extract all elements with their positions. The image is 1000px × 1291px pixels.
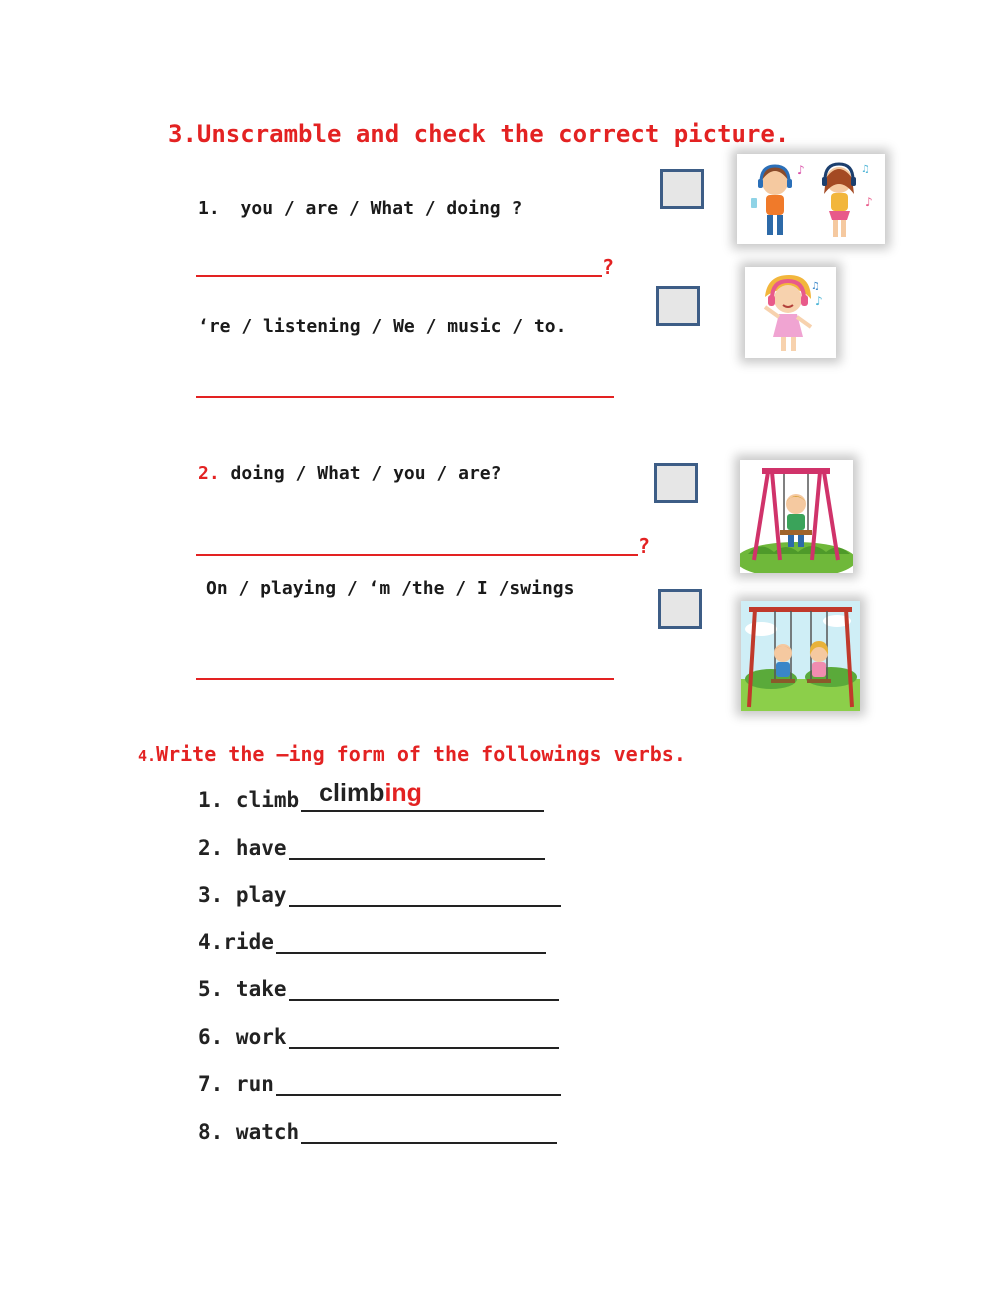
svg-text:♪: ♪ bbox=[865, 195, 873, 209]
verb-item-8 bbox=[198, 1118, 557, 1144]
section-3-heading: 3.Unscramble and check the correct picture. bbox=[168, 120, 790, 148]
verb-label: 4.ride bbox=[198, 930, 274, 954]
verb-answer-line[interactable] bbox=[276, 928, 546, 954]
verb-label: 7. run bbox=[198, 1072, 274, 1096]
checkbox-picture-3[interactable] bbox=[654, 463, 698, 503]
question-1b-words: ‘re / listening / We / music / to. bbox=[198, 316, 567, 337]
verb-answer-example bbox=[319, 779, 422, 808]
verb-item-6 bbox=[198, 1023, 559, 1049]
answer-suffix: ing bbox=[384, 779, 422, 807]
picture-two-kids-headphones bbox=[737, 154, 885, 244]
verb-label: 2. have bbox=[198, 836, 287, 860]
question-1-number: 1. bbox=[198, 198, 220, 219]
answer-1a-question-mark: ? bbox=[602, 255, 615, 279]
verb-answer-line[interactable] bbox=[289, 881, 561, 907]
question-2-number: 2. bbox=[198, 463, 220, 484]
verb-item-2 bbox=[198, 834, 545, 860]
section-4-heading-number: 4. bbox=[138, 747, 157, 765]
question-1 bbox=[198, 198, 522, 219]
answer-line-1a[interactable] bbox=[196, 275, 602, 277]
question-2 bbox=[198, 463, 501, 484]
verb-item-7 bbox=[198, 1070, 561, 1096]
verb-label: 3. play bbox=[198, 883, 287, 907]
verb-item-1 bbox=[198, 779, 544, 812]
svg-text:♫: ♫ bbox=[861, 164, 870, 175]
verb-answer-line[interactable] bbox=[289, 975, 559, 1001]
svg-text:♪: ♪ bbox=[815, 294, 823, 308]
picture-girl-headphones bbox=[745, 267, 836, 358]
verb-item-4 bbox=[198, 928, 546, 954]
verb-answer-line[interactable] bbox=[289, 1023, 559, 1049]
answer-line-2a[interactable] bbox=[196, 554, 638, 556]
question-2b-words: On / playing / ‘m /the / I /swings bbox=[206, 578, 575, 599]
answer-line-2b[interactable] bbox=[196, 678, 614, 680]
verb-item-5 bbox=[198, 975, 559, 1001]
checkbox-picture-4[interactable] bbox=[658, 589, 702, 629]
picture-boy-on-swing bbox=[740, 460, 853, 573]
answer-line-1b[interactable] bbox=[196, 396, 614, 398]
checkbox-picture-2[interactable] bbox=[656, 286, 700, 326]
verb-label: 5. take bbox=[198, 977, 287, 1001]
verb-answer-line[interactable] bbox=[301, 779, 544, 812]
verb-answer-line[interactable] bbox=[289, 834, 545, 860]
svg-text:♪: ♪ bbox=[797, 163, 805, 177]
verb-answer-line[interactable] bbox=[276, 1070, 561, 1096]
section-4-heading bbox=[138, 742, 686, 766]
question-2-words: doing / What / you / are? bbox=[230, 463, 502, 484]
checkbox-picture-1[interactable] bbox=[660, 169, 704, 209]
svg-text:♫: ♫ bbox=[811, 281, 820, 292]
answer-2a-question-mark: ? bbox=[638, 534, 651, 558]
section-4-heading-text: Write the –ing form of the followings verbs. bbox=[156, 742, 686, 766]
verb-label: 1. climb bbox=[198, 788, 300, 812]
answer-base: climb bbox=[319, 779, 385, 807]
verb-label: 8. watch bbox=[198, 1120, 300, 1144]
verb-label: 6. work bbox=[198, 1025, 287, 1049]
question-1-words: you / are / What / doing ? bbox=[240, 198, 523, 219]
verb-item-3 bbox=[198, 881, 561, 907]
picture-two-kids-on-swings bbox=[741, 601, 860, 711]
verb-answer-line[interactable] bbox=[301, 1118, 557, 1144]
